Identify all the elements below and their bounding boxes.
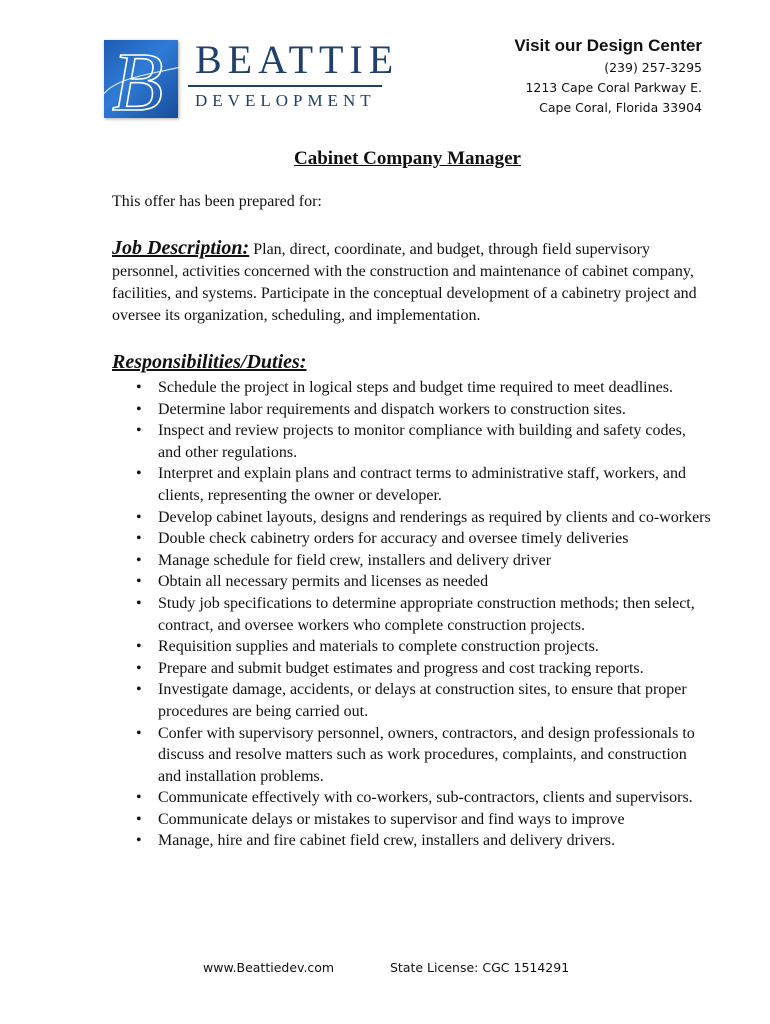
design-center-title: Visit our Design Center (514, 36, 702, 55)
duty-item: • Communicate delays or mistakes to supervisor and find ways to improve (112, 809, 712, 831)
svg-text:B: B (112, 36, 164, 126)
duty-item: • Double check cabinetry orders for accuracy and oversee timely deliveries (112, 528, 712, 550)
job-description-label: Job Description: (112, 237, 250, 259)
duty-item: • Study job specifications to determine appropriate construction methods; then select, contract, and oversee workers who complete construction projects. (112, 593, 712, 636)
duty-item: • Interpret and explain plans and contract terms to administrative staff, workers, and clients, representing the owner or developer. (112, 463, 712, 506)
duty-item: • Obtain all necessary permits and licenses as needed (112, 571, 712, 593)
contact-address-line1: 1213 Cape Coral Parkway E. (525, 80, 702, 95)
duty-item: • Determine labor requirements and dispatch workers to construction sites. (112, 399, 712, 421)
duty-item: • Develop cabinet layouts, designs and renderings as required by clients and co-workers (112, 507, 712, 529)
contact-block (514, 34, 702, 118)
job-description-text: Plan, direct, coordinate, and budget, through field supervisory personnel, activities concerned with the construction and maintenance of cabinet company, facilities, and systems. Participate in the conceptual development of a cabinetry project and oversee its organization, scheduling, and implementation. (112, 241, 697, 324)
duty-item: • Manage schedule for field crew, installers and delivery driver (112, 550, 712, 572)
responsibilities-heading: Responsibilities/Duties: (112, 351, 307, 373)
logo-name: BEATTIE (195, 37, 400, 82)
monogram-b-icon (96, 36, 192, 126)
company-logo (100, 36, 400, 126)
duty-item: • Investigate damage, accidents, or delays at construction sites, to ensure that proper procedures are being carried out. (112, 679, 712, 722)
duty-item: • Communicate effectively with co-workers, sub-contractors, clients and supervisors. (112, 787, 712, 809)
duties-list (112, 377, 712, 852)
duty-item: • Manage, hire and fire cabinet field crew, installers and delivery drivers. (112, 830, 712, 852)
logo-monogram-box (104, 36, 178, 126)
job-description (112, 237, 712, 327)
contact-phone: (239) 257-3295 (604, 60, 702, 75)
duty-item: • Prepare and submit budget estimates and progress and cost tracking reports. (112, 658, 712, 680)
duty-item: • Schedule the project in logical steps and budget time required to meet deadlines. (112, 377, 712, 399)
footer-license: State License: CGC 1514291 (390, 960, 570, 975)
duty-item: • Requisition supplies and materials to complete construction projects. (112, 636, 712, 658)
footer-website[interactable]: www.Beattiedev.com (203, 960, 335, 975)
prepared-for: This offer has been prepared for: (112, 193, 322, 210)
page-title: Cabinet Company Manager (294, 148, 521, 169)
duty-item: • Inspect and review projects to monitor compliance with building and safety codes, and other regulations. (112, 420, 712, 463)
duty-item: • Confer with supervisory personnel, owners, contractors, and design professionals to discuss and resolve matters such as work procedures, complaints, and construction and installation problems. (112, 723, 712, 788)
logo-subtitle: DEVELOPMENT (195, 91, 376, 110)
logo-divider (188, 85, 382, 87)
contact-address-line2: Cape Coral, Florida 33904 (539, 100, 702, 115)
